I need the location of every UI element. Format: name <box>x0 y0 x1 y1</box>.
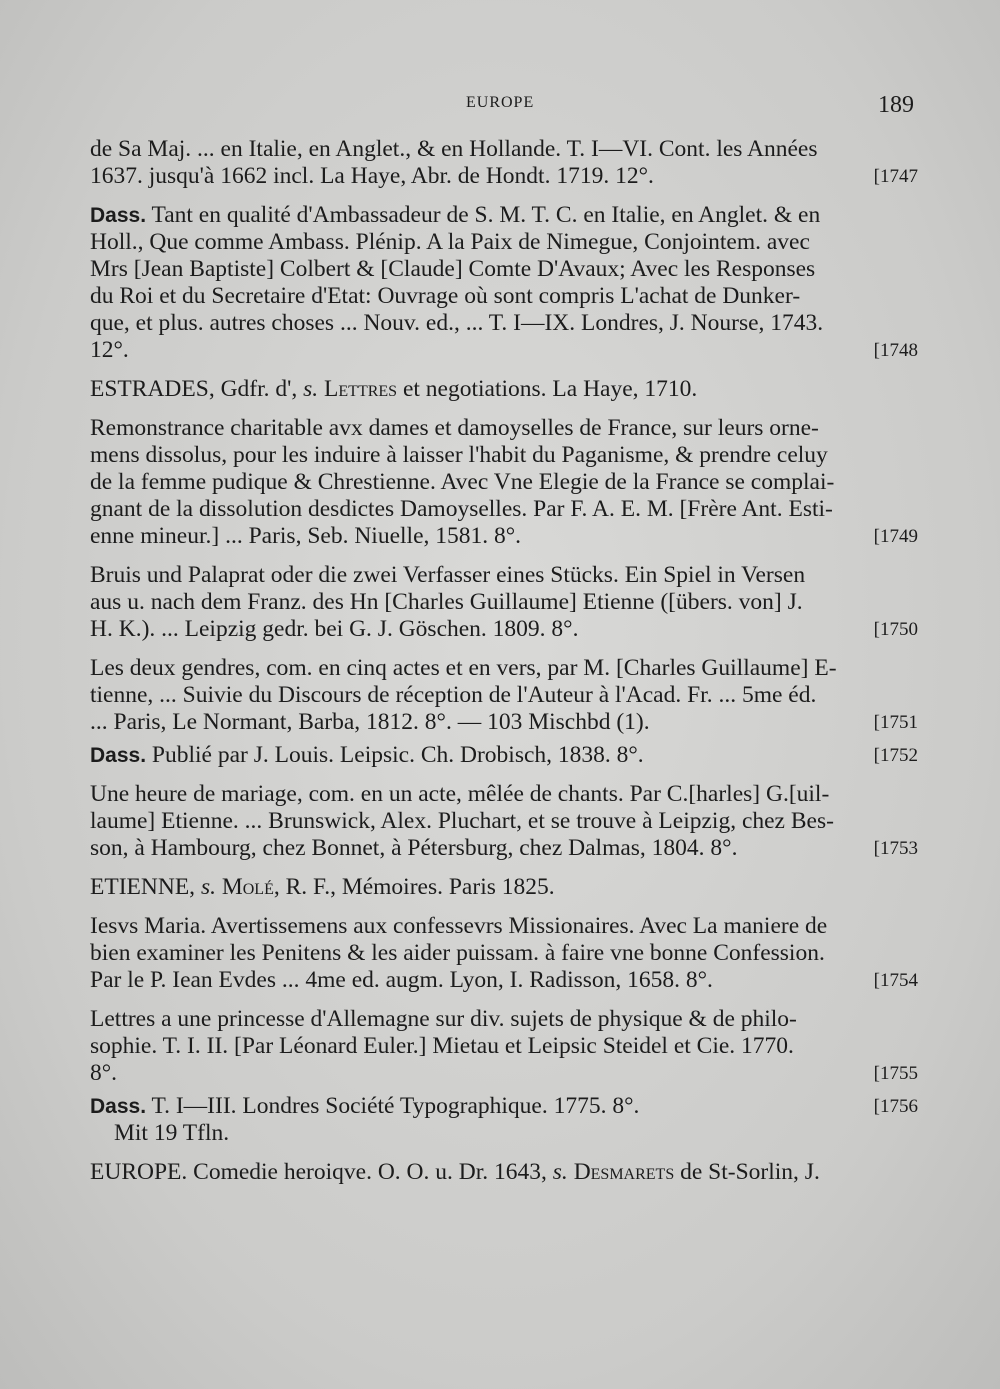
entry-line: EUROPE. Comedie heroiqve. O. O. u. Dr. 1643, s. Desmarets de St-Sorlin, J. <box>90 1159 820 1185</box>
entry-line: Une heure de mariage, com. en un acte, mêlée de chants. Par C.[harles] G.[uil- <box>90 781 830 807</box>
entry-number: [1752 <box>873 745 918 766</box>
entry-1751 <box>90 655 920 736</box>
entry-line: Remonstrance charitable avx dames et damoyselles de France, sur leurs orne- <box>90 415 819 441</box>
entry-line: du Roi et du Secretaire d'Etat: Ouvrage où sont compris L'achat de Dunker- <box>90 283 801 309</box>
entry-1752 <box>90 742 920 769</box>
entry-line: laume] Etienne. ... Brunswick, Alex. Pluchart, et se trouve à Leipzig, chez Bes- <box>90 808 834 834</box>
entry-number: [1756 <box>873 1096 918 1117</box>
entry-line: Mit 19 Tfln. <box>114 1120 230 1146</box>
entry-line: Bruis und Palaprat oder die zwei Verfasser eines Stücks. Ein Spiel in Versen <box>90 562 806 588</box>
entry-1753 <box>90 781 920 862</box>
entry-line: mens dissolus, pour les induire à laisser l'habit du Paganisme, & prendre celuy <box>90 442 828 468</box>
entry-line: Mrs [Jean Baptiste] Colbert & [Claude] Comte D'Avaux; Avec les Responses <box>90 256 816 282</box>
entry-number: [1751 <box>873 712 918 733</box>
entry-1755 <box>90 1006 920 1087</box>
entry-number: [1747 <box>873 166 918 187</box>
entry-line: Holl., Que comme Ambass. Plénip. A la Paix de Nimegue, Conjointem. avec <box>90 229 810 255</box>
entry-number: [1748 <box>873 340 918 361</box>
entry-1750 <box>90 562 920 643</box>
cross-reference-europe <box>90 1159 920 1186</box>
entry-line: Dass. T. I—III. Londres Société Typographique. 1775. 8°. [1756 <box>90 1093 918 1119</box>
entry-line: tienne, ... Suivie du Discours de réception de l'Auteur à l'Acad. Fr. ... 5me éd. <box>90 682 817 708</box>
running-head <box>0 92 1000 122</box>
cross-reference-etienne <box>90 874 920 901</box>
entry-line: bien examiner les Penitens & les aider puissam. à faire vne bonne Confession. <box>90 940 825 966</box>
entry-line: de la femme pudique & Chrestienne. Avec Vne Elegie de la France se complai- <box>90 469 835 495</box>
entry-line: ETIENNE, s. Molé, R. F., Mémoires. Paris 1825. <box>90 874 555 900</box>
entry-line: son, à Hambourg, chez Bonnet, à Pétersburg, chez Dalmas, 1804. 8°. [1753 <box>90 835 918 861</box>
entry-line: 8°. [1755 <box>90 1060 918 1086</box>
entry-number: [1750 <box>873 619 918 640</box>
entry-line: Les deux gendres, com. en cinq actes et en vers, par M. [Charles Guillaume] E- <box>90 655 837 681</box>
entry-number: [1755 <box>873 1063 918 1084</box>
entry-line: aus u. nach dem Franz. des Hn [Charles Guillaume] Etienne ([übers. von] J. <box>90 589 803 615</box>
entry-1756 <box>90 1093 920 1147</box>
entry-line: Par le P. Iean Evdes ... 4me ed. augm. Lyon, I. Radisson, 1658. 8°. [1754 <box>90 967 918 993</box>
entry-1749 <box>90 415 920 550</box>
entry-1747 <box>90 136 920 190</box>
bold-lead: Dass. <box>90 1095 147 1118</box>
page-number: 189 <box>878 92 914 118</box>
bold-lead: Dass. <box>90 204 147 227</box>
bibliography-text <box>90 136 920 1198</box>
entry-line: Iesvs Maria. Avertissemens aux confessevrs Missionaires. Avec La maniere de <box>90 913 828 939</box>
entry-number: [1754 <box>873 970 918 991</box>
entry-number: [1749 <box>873 526 918 547</box>
entry-line: que, et plus. autres choses ... Nouv. ed., ... T. I—IX. Londres, J. Nourse, 1743. <box>90 310 824 336</box>
entry-line: enne mineur.] ... Paris, Seb. Niuelle, 1581. 8°. [1749 <box>90 523 918 549</box>
entry-line: ESTRADES, Gdfr. d', s. Lettres et negotiations. La Haye, 1710. <box>90 376 698 402</box>
cross-reference-estrades <box>90 376 920 403</box>
entry-line: 1637. jusqu'à 1662 incl. La Haye, Abr. de Hondt. 1719. 12°. [1747 <box>90 163 918 189</box>
entry-line: de Sa Maj. ... en Italie, en Anglet., & en Hollande. T. I—VI. Cont. les Années <box>90 136 818 162</box>
entry-line: Dass. Publié par J. Louis. Leipsic. Ch. Drobisch, 1838. 8°. [1752 <box>90 742 918 768</box>
entry-line: ... Paris, Le Normant, Barba, 1812. 8°. — 103 Mischbd (1). [1751 <box>90 709 918 735</box>
entry-line: Dass. Tant en qualité d'Ambassadeur de S. M. T. C. en Italie, en Anglet. & en <box>90 202 821 228</box>
entry-number: [1753 <box>873 838 918 859</box>
entry-line: 12°. [1748 <box>90 337 918 363</box>
entry-1754 <box>90 913 920 994</box>
entry-line: H. K.). ... Leipzig gedr. bei G. J. Göschen. 1809. 8°. [1750 <box>90 616 918 642</box>
running-title: EUROPE <box>466 94 535 111</box>
entry-line: Lettres a une princesse d'Allemagne sur div. sujets de physique & de philo- <box>90 1006 797 1032</box>
entry-line: sophie. T. I. II. [Par Léonard Euler.] Mietau et Leipsic Steidel et Cie. 1770. <box>90 1033 794 1059</box>
entry-1748 <box>90 202 920 364</box>
entry-line: gnant de la dissolution desdictes Damoyselles. Par F. A. E. M. [Frère Ant. Esti- <box>90 496 833 522</box>
bold-lead: Dass. <box>90 744 147 767</box>
